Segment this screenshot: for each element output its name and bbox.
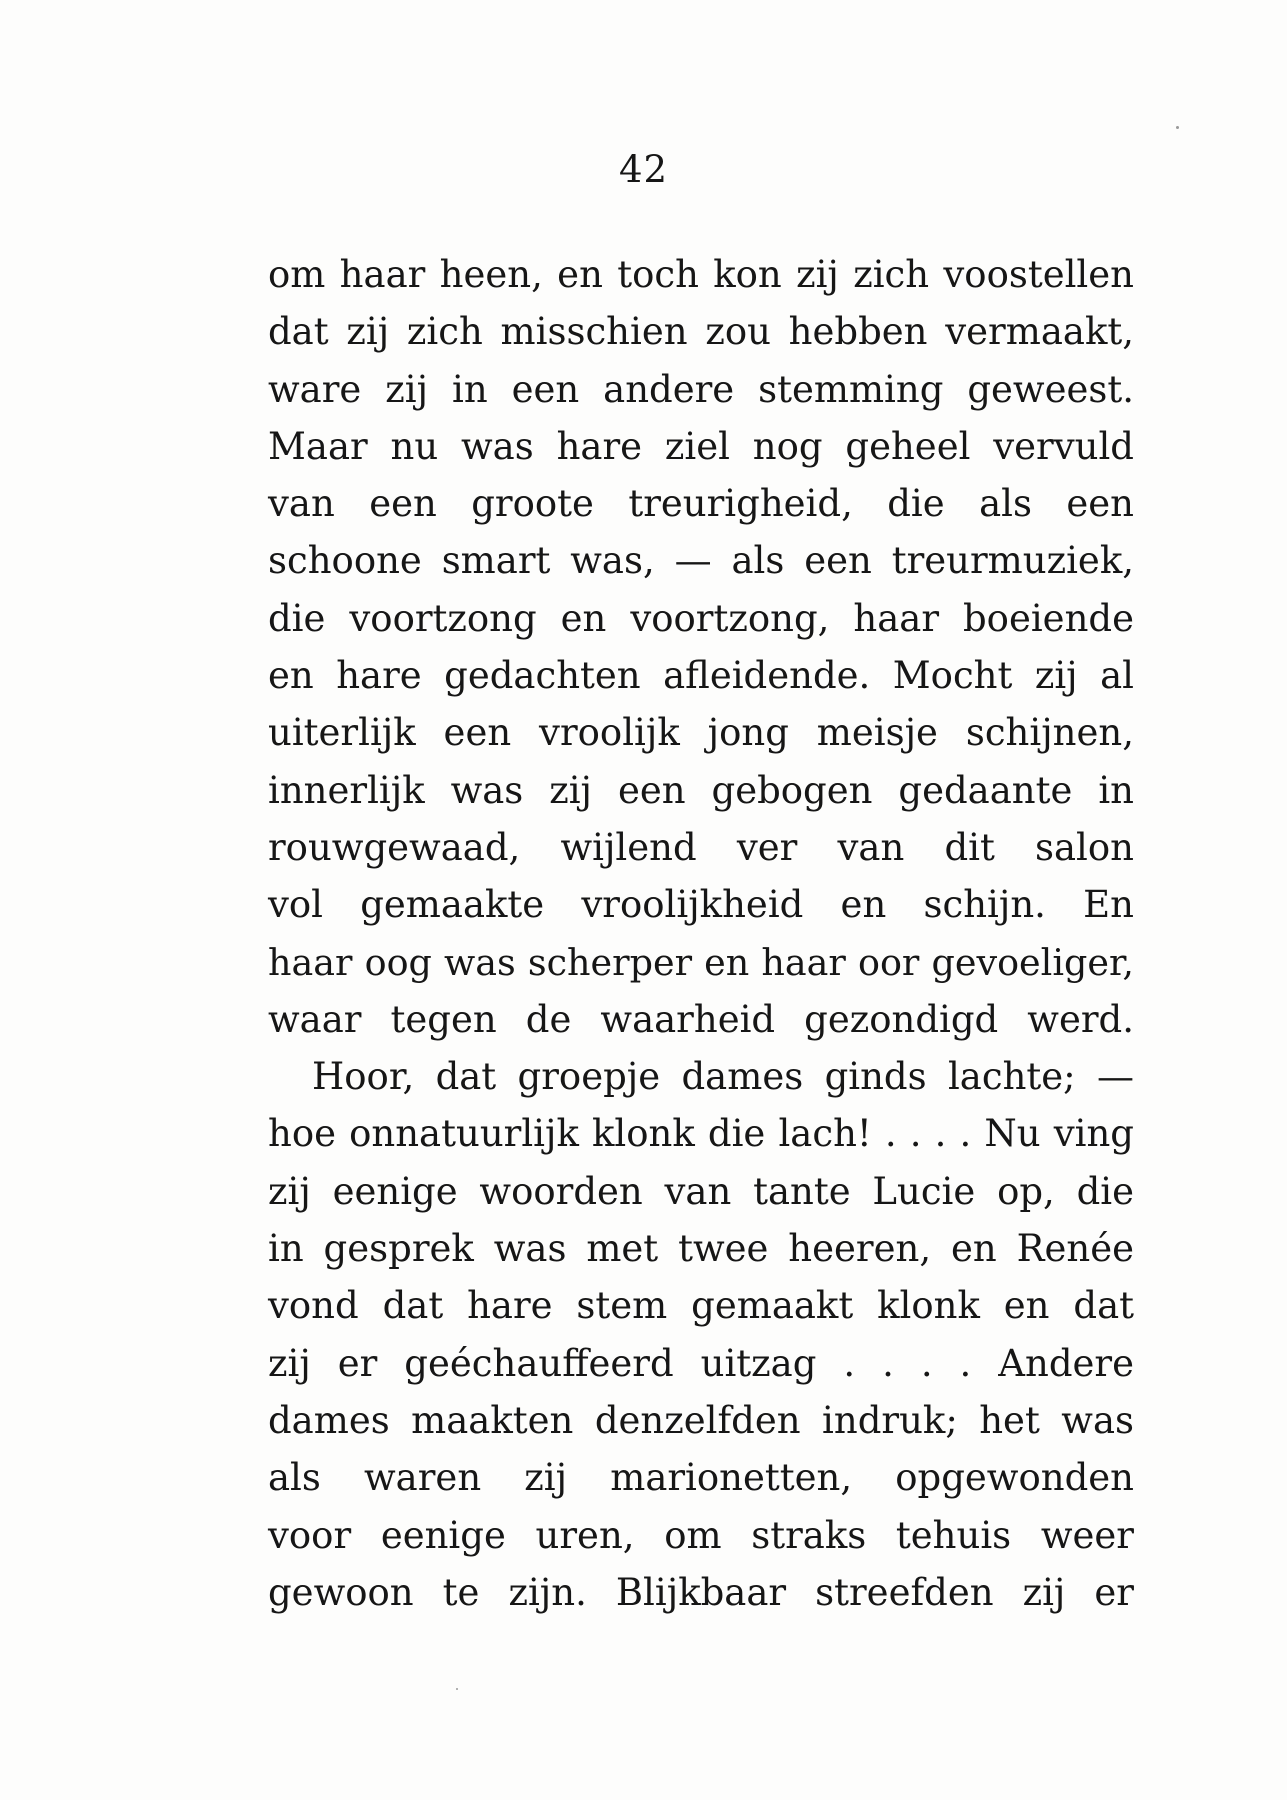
text-line: in gesprek was met twee heeren, en Renée xyxy=(268,1227,1134,1271)
text-line: om haar heen, en toch kon zij zich voostellen xyxy=(268,253,1134,296)
text-line: vol gemaakte vroolijkheid en schijn. En xyxy=(268,883,1134,927)
text-line: schoone smart was, — als een treurmuziek, xyxy=(268,539,1134,583)
text-line: vond dat hare stem gemaakt klonk en dat xyxy=(268,1284,1134,1328)
text-line: als waren zij marionetten, opgewonden xyxy=(268,1456,1134,1500)
text-line: en hare gedachten afleidende. Mocht zij al xyxy=(268,654,1134,698)
text-line: haar oog was scherper en haar oor gevoeliger, xyxy=(268,940,1134,984)
text-line: dat zij zich misschien zou hebben vermaakt, xyxy=(268,310,1134,354)
paper-speck xyxy=(456,1688,458,1690)
text-line: gewoon te zijn. Blijkbaar streefden zij er xyxy=(268,1570,1134,1614)
text-line: van een groote treurigheid, die als een xyxy=(268,482,1134,526)
text-line: Maar nu was hare ziel nog geheel vervuld xyxy=(268,424,1134,468)
text-line: innerlijk was zij een gebogen gedaante in xyxy=(268,768,1134,812)
text-line: dames maakten denzelfden indruk; het was xyxy=(268,1398,1134,1442)
text-line: waar tegen de waarheid gezondigd werd. xyxy=(268,997,1134,1041)
page-number: 42 xyxy=(618,148,669,191)
text-line: hoe onnatuurlijk klonk die lach! . . . . Nu ving xyxy=(268,1112,1134,1156)
text-line: rouwgewaad, wijlend ver van dit salon xyxy=(268,825,1134,869)
text-line: uiterlijk een vroolijk jong meisje schijnen, xyxy=(268,711,1134,755)
paper-speck xyxy=(1176,126,1179,129)
body-text xyxy=(268,246,1134,1621)
text-line: ware zij in een andere stemming geweest. xyxy=(268,367,1134,411)
paragraph-start-line: Hoor, dat groepje dames ginds lachte; — xyxy=(312,1055,1134,1099)
text-line: voor eenige uren, om straks tehuis weer xyxy=(268,1513,1134,1557)
text-line: zij eenige woorden van tante Lucie op, die xyxy=(268,1169,1134,1213)
text-line: die voortzong en voortzong, haar boeiende xyxy=(268,596,1134,640)
text-line: zij er geéchauffeerd uitzag . . . . Andere xyxy=(268,1341,1134,1385)
